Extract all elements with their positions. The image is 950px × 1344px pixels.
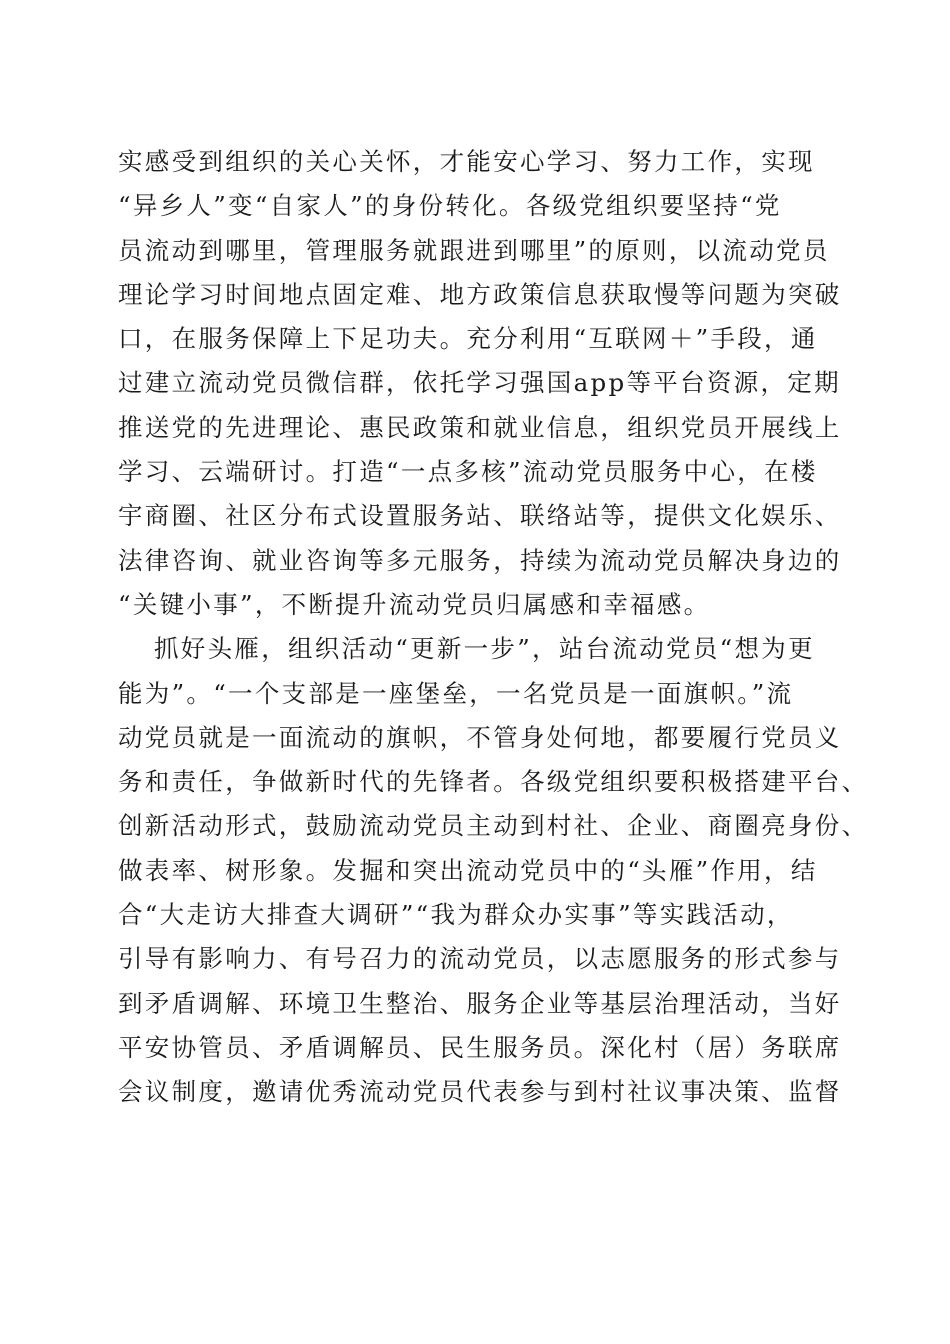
text-line: 创新活动形式，鼓励流动党员主动到村社、企业、商圈亮身份、 [118, 811, 869, 841]
text-line: 务和责任，争做新时代的先锋者。各级党组织要积极搭建平台、 [118, 767, 869, 797]
text-line: 能为”。“一个支部是一座堡垒，一名党员是一面旗帜。”流 [118, 678, 794, 708]
body-text [118, 140, 869, 1115]
text-line: 法律咨询、就业咨询等多元服务，持续为流动党员解决身边的 [118, 545, 842, 575]
text-line: “异乡人”变“自家人”的身份转化。各级党组织要坚持“党 [118, 191, 782, 221]
text-line: 学习、云端研讨。打造“一点多核”流动党员服务中心，在楼 [118, 457, 818, 487]
paragraph-start-line: 抓好头雁，组织活动“更新一步”，站台流动党员“想为更 [154, 634, 815, 664]
text-line: 引导有影响力、有号召力的流动党员，以志愿服务的形式参与 [118, 944, 842, 974]
text-line: 理论学习时间地点固定难、地方政策信息获取慢等问题为突破 [118, 279, 842, 309]
text-line: 过建立流动党员微信群，依托学习强国app等平台资源，定期 [118, 368, 841, 398]
text-line: 到矛盾调解、环境卫生整治、服务企业等基层治理活动，当好 [118, 988, 842, 1018]
text-line: 平安协管员、矛盾调解员、民生服务员。深化村（居）务联席 [118, 1032, 842, 1062]
text-line: 会议制度，邀请优秀流动党员代表参与到村社议事决策、监督 [118, 1077, 842, 1107]
text-line: 宇商圈、社区分布式设置服务站、联络站等，提供文化娱乐、 [118, 501, 842, 531]
text-line: 员流动到哪里，管理服务就跟进到哪里”的原则，以流动党员 [118, 235, 830, 265]
text-line: 推送党的先进理论、惠民政策和就业信息，组织党员开展线上 [118, 412, 842, 442]
text-line: 动党员就是一面流动的旗帜，不管身处何地，都要履行党员义 [118, 722, 842, 752]
text-line: 口，在服务保障上下足功夫。充分利用“互联网＋”手段，通 [118, 324, 818, 354]
text-line: “关键小事”，不断提升流动党员归属感和幸福感。 [118, 589, 711, 619]
text-line: 做表率、树形象。发掘和突出流动党员中的“头雁”作用，结 [118, 855, 818, 885]
text-line: 实感受到组织的关心关怀，才能安心学习、努力工作，实现 [118, 147, 815, 176]
text-line: 合“大走访大排查大调研”“我为群众办实事”等实践活动， [118, 900, 794, 930]
